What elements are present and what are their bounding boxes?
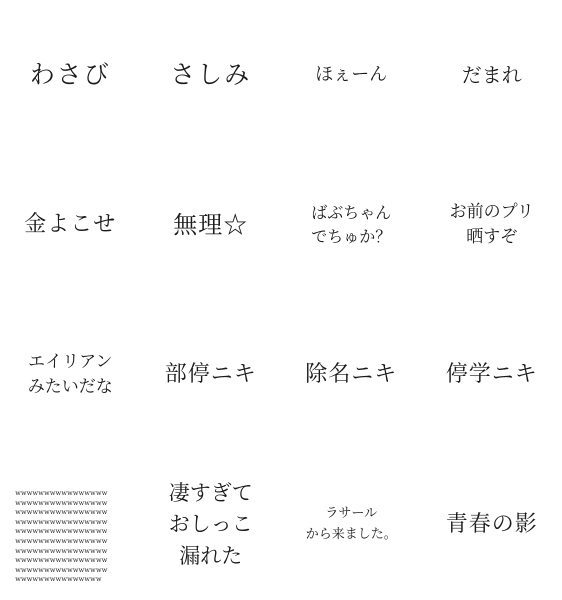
- sticker-muri[interactable]: [141, 150, 282, 300]
- sticker-label: 除名ニキ: [305, 362, 398, 388]
- sticker-label: エイリアン みたいだな: [27, 351, 113, 397]
- sticker-label: 無理☆: [173, 211, 249, 239]
- sticker-label: わさび: [29, 60, 111, 90]
- sticker-label: ほぇーん: [315, 63, 388, 85]
- sticker-label: だまれ: [461, 62, 522, 87]
- sticker-puri-sarasu[interactable]: [422, 150, 562, 300]
- sticker-label: お前のプリ 晒すぞ: [449, 201, 534, 247]
- sticker-www[interactable]: [0, 450, 141, 600]
- sticker-jomeiniki[interactable]: [281, 300, 422, 450]
- sticker-damare[interactable]: [422, 0, 562, 150]
- sticker-alien[interactable]: [0, 300, 141, 450]
- sticker-omorashi[interactable]: [141, 450, 282, 600]
- sticker-label: 停学ニキ: [445, 362, 538, 388]
- sticker-label: 金よこせ: [24, 212, 117, 238]
- sticker-teigakuniki[interactable]: [422, 300, 562, 450]
- sticker-sashimi[interactable]: [141, 0, 282, 150]
- sticker-seishun[interactable]: [422, 450, 562, 600]
- sticker-label: ばぶちゃん でちゅか？: [311, 203, 392, 246]
- sticker-lasalle[interactable]: [281, 450, 422, 600]
- sticker-hoeen[interactable]: [281, 0, 422, 150]
- sticker-kane-yokose[interactable]: [0, 150, 141, 300]
- sticker-label: 部停ニキ: [164, 362, 257, 388]
- sticker-label: ラサール から来ました。: [305, 506, 397, 542]
- sticker-buteiniki[interactable]: [141, 300, 282, 450]
- sticker-babuchan[interactable]: [281, 150, 422, 300]
- sticker-label: wwwwwwwwwwwwwwwwwwwwwwwwwwwwwwwwwwwwwwwwwwwwwwwwwwwwwwwwwwwwwwwwwwwwwwwwwwwwwwwwwwwwwwwwwwwwwwwwwwwwwwwwwwwwwwwwwwwwwwwwwwwwwwwwwwwwwwwwwwwwwwwwwwwwwwwwwwwwwww: [15, 489, 108, 584]
- sticker-label: 凄すぎて おしっこ 漏れた: [168, 480, 253, 568]
- sticker-label: さしみ: [170, 60, 252, 90]
- sticker-wasabi[interactable]: [0, 0, 141, 150]
- sticker-label: 青春の影: [445, 512, 538, 538]
